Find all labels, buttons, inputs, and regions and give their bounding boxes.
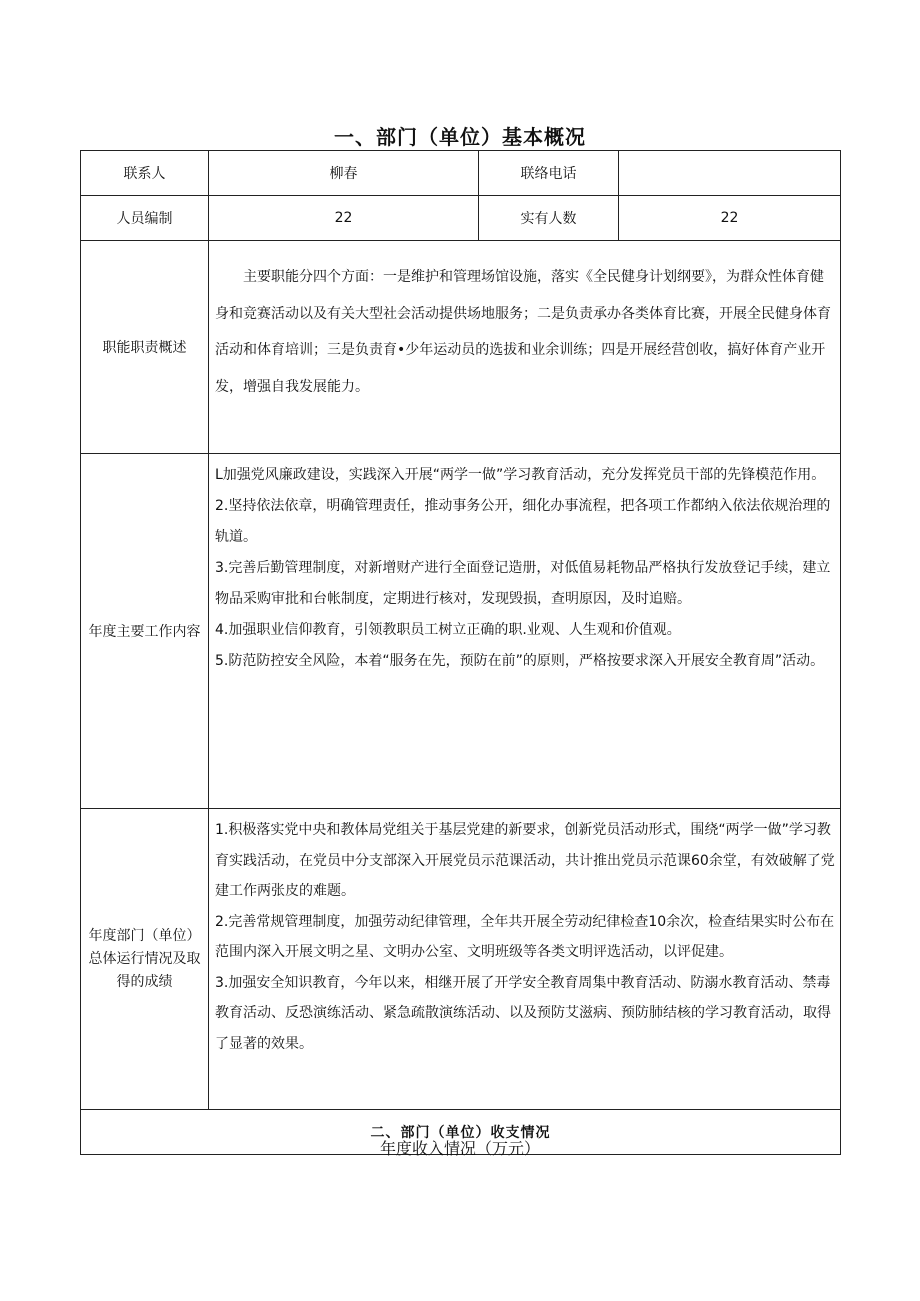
achievement-item: 1.积极落实党中央和教体局党组关于基层党建的新要求，创新党员活动形式，围绕“两学一做”学习教育实践活动，在党员中分支部深入开展党员示范课活动，共计推出党员示范课60余堂，有效破解了党建工作两张皮的难题。 xyxy=(215,822,835,899)
contact-row xyxy=(81,151,841,196)
contact-value: 柳春 xyxy=(209,151,479,196)
duties-text: 主要职能分四个方面：一是维护和管理场馆设施，落实《全民健身计划纲要》，为群众性体育健身和竞赛活动以及有关大型社会活动提供场地服务；二是负责承办各类体育比赛，开展全民健身体育活动和体育培训；三是负责育•少年运动员的选拔和业余训练；四是开展经营创收，搞好体育产业开发，增强自我发展能力。 xyxy=(209,241,841,454)
achievements-label-line: 年度部门（单位） xyxy=(88,927,201,944)
annual-work-item: 4.加强职业信仰教育，引领教职员工树立正确的职.业观、人生观和价值观。 xyxy=(215,622,681,638)
achievements-row xyxy=(81,809,841,1110)
income-caption: 年度收入情况（万元） xyxy=(379,1139,540,1158)
annual-work-item: 5.防范防控安全风险，本着“服务在先，预防在前”的原则，严格按要求深入开展安全教育周”活动。 xyxy=(215,653,825,669)
annual-work-item: L加强党风廉政建设，实践深入开展“两学一做”学习教育活动，充分发挥党员干部的先锋模范作用。 xyxy=(215,467,826,483)
achievements-label-line: 总体运行情况及取 xyxy=(88,950,201,967)
achievement-item: 3.加强安全知识教育，今年以来，相继开展了开学安全教育周集中教育活动、防溺水教育活动、禁毒教育活动、反恐演练活动、紧急疏散演练活动、以及预防艾滋病、预防肺结核的学习教育活动，取得了显著的效果。 xyxy=(215,974,831,1052)
achievements-content xyxy=(209,809,841,1110)
actual-value: 22 xyxy=(619,196,841,241)
annual-work-row xyxy=(81,454,841,809)
staff-label: 人员编制 xyxy=(81,196,209,241)
achievements-label-line: 得的成绩 xyxy=(116,973,173,990)
duties-row xyxy=(81,241,841,454)
section-1-title: 一、部门（单位）基本概况 xyxy=(334,125,586,149)
contact-label: 联系人 xyxy=(81,151,209,196)
phone-label: 联络电话 xyxy=(479,151,619,196)
staff-row xyxy=(81,196,841,241)
actual-label: 实有人数 xyxy=(479,196,619,241)
annual-work-item: 2.坚持依法依章，明确管理责任，推动事务公开，细化办事流程，把各项工作都纳入依法依规治理的轨道。 xyxy=(215,498,831,545)
achievement-item: 2.完善常规管理制度，加强劳动纪律管理，全年共开展全劳动纪律检查10余次，检查结果实时公布在范围内深入开展文明之星、文明办公室、文明班级等各类文明评选活动，以评促建。 xyxy=(215,913,835,960)
basic-info-table xyxy=(80,150,841,1155)
duties-label: 职能职责概述 xyxy=(81,241,209,454)
annual-work-label: 年度主要工作内容 xyxy=(81,454,209,809)
annual-work-item: 3.完善后勤管理制度，对新增财产进行全面登记造册，对低值易耗物品严格执行发放登记手续，建立物品采购审批和台帐制度，定期进行核对，发现毁损，查明原因，及时追赔。 xyxy=(215,560,831,607)
phone-value xyxy=(619,151,841,196)
section-2-title: 二、部门（单位）收支情况 xyxy=(81,1110,841,1155)
staff-value: 22 xyxy=(209,196,479,241)
annual-work-content xyxy=(209,454,841,809)
achievements-label xyxy=(81,809,209,1110)
